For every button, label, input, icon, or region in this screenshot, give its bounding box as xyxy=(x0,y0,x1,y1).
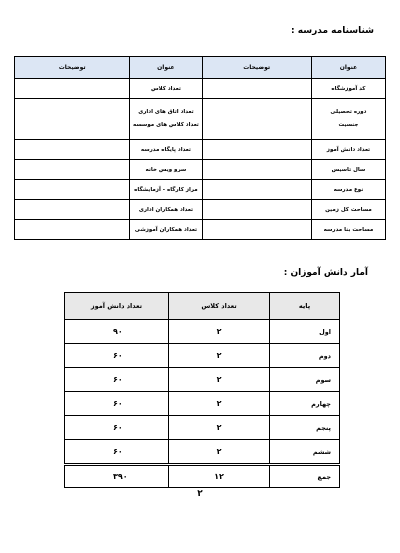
row-label: کد آموزشگاه xyxy=(311,79,385,99)
total-class-count: ۱۲ xyxy=(169,465,270,488)
row-value xyxy=(15,160,130,180)
row-value xyxy=(15,180,130,200)
student-count-cell: ۹۰ xyxy=(65,320,169,344)
table-row xyxy=(65,344,340,368)
table-row xyxy=(15,220,386,240)
row-label: نوع مدرسه xyxy=(311,180,385,200)
row-value xyxy=(202,200,311,220)
class-count-cell: ۲ xyxy=(169,416,270,440)
row-label: تعداد دانش آموز xyxy=(311,140,385,160)
row-label: سال تاسیس xyxy=(311,160,385,180)
row-value xyxy=(202,160,311,180)
row-label: تعداد همکاران اداری xyxy=(130,200,202,220)
table-row xyxy=(15,180,386,200)
grade-cell: اول xyxy=(270,320,340,344)
student-count-cell: ۶۰ xyxy=(65,368,169,392)
row-value xyxy=(15,79,130,99)
total-label: جمع xyxy=(270,465,340,488)
header-title-right: عنوان xyxy=(311,57,385,79)
row-label: مراز کارگاه - آزمایشگاه xyxy=(130,180,202,200)
header-grade: پایه xyxy=(270,293,340,320)
table-row xyxy=(65,392,340,416)
row-value xyxy=(15,220,130,240)
grade-cell: چهارم xyxy=(270,392,340,416)
student-count-cell: ۶۰ xyxy=(65,392,169,416)
table-row xyxy=(15,140,386,160)
row-label: مساحت بنا مدرسه xyxy=(311,220,385,240)
table-row xyxy=(65,320,340,344)
class-count-cell: ۲ xyxy=(169,440,270,465)
header-desc-right: توضیحات xyxy=(202,57,311,79)
student-count-cell: ۶۰ xyxy=(65,416,169,440)
table-row xyxy=(15,79,386,99)
table-row xyxy=(65,440,340,465)
total-student-count: ۳۹۰ xyxy=(65,465,169,488)
row-label: تعداد همکاران آموزشی xyxy=(130,220,202,240)
header-title-left: عنوان xyxy=(130,57,202,79)
header-student-count: تعداد دانش آموز xyxy=(65,293,169,320)
table-row xyxy=(65,416,340,440)
grade-cell: سوم xyxy=(270,368,340,392)
class-count-cell: ۲ xyxy=(169,392,270,416)
school-profile-table xyxy=(14,56,386,240)
row-value xyxy=(15,200,130,220)
row-value xyxy=(202,99,311,140)
row-label: تعداد پایگاه مدرسه xyxy=(130,140,202,160)
row-label: دوره تحصیلی جنسیت xyxy=(311,99,385,140)
school-profile-title: شناسنامه مدرسه : xyxy=(291,26,374,36)
page-number: ۲ xyxy=(197,489,203,499)
total-row xyxy=(65,465,340,488)
student-stats-table xyxy=(64,292,340,488)
table-row xyxy=(15,200,386,220)
row-value xyxy=(15,140,130,160)
class-count-cell: ۲ xyxy=(169,344,270,368)
student-stats-title: آمار دانش آموزان : xyxy=(283,268,368,278)
row-label: تعداد اتاق های اداری تعداد کلاس های موسسه xyxy=(130,99,202,140)
row-value xyxy=(202,140,311,160)
table-row xyxy=(65,368,340,392)
header-desc-left: توضیحات xyxy=(15,57,130,79)
grade-cell: ششم xyxy=(270,440,340,465)
row-value xyxy=(202,79,311,99)
row-label: مساحت کل زمین xyxy=(311,200,385,220)
class-count-cell: ۲ xyxy=(169,368,270,392)
row-label: تعداد کلاس xyxy=(130,79,202,99)
row-label: سرو ویس خانه xyxy=(130,160,202,180)
class-count-cell: ۲ xyxy=(169,320,270,344)
table-row xyxy=(15,160,386,180)
row-value xyxy=(202,220,311,240)
row-value xyxy=(15,99,130,140)
grade-cell: پنجم xyxy=(270,416,340,440)
row-value xyxy=(202,180,311,200)
grade-cell: دوم xyxy=(270,344,340,368)
header-class-count: تعداد کلاس xyxy=(169,293,270,320)
table-row xyxy=(15,99,386,140)
student-count-cell: ۶۰ xyxy=(65,344,169,368)
student-count-cell: ۶۰ xyxy=(65,440,169,465)
